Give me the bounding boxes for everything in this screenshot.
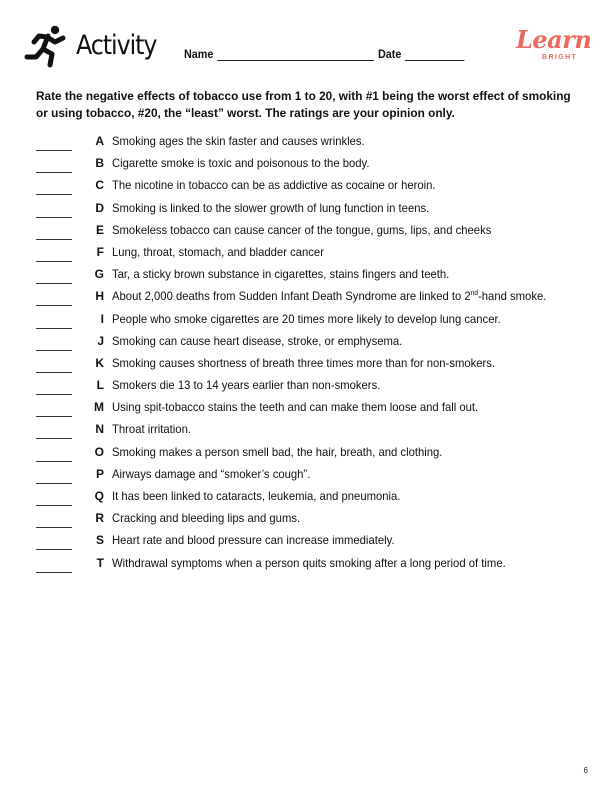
item-text: Smoking is linked to the slower growth of lung function in teens. [112,200,430,215]
list-item [0,552,612,574]
item-text: Airways damage and “smoker’s cough”. [112,466,311,481]
item-text: Withdrawal symptoms when a person quits smoking after a long period of time. [112,555,506,570]
activity-title: Activity [76,30,157,61]
list-item [0,330,612,352]
name-field[interactable] [184,47,374,61]
item-text: Smoking ages the skin faster and causes wrinkles. [112,134,365,148]
item-text: People who smoke cigarettes are 20 times more likely to develop lung cancer. [112,311,501,326]
item-letter: C [95,178,104,193]
item-letter: R [95,511,104,526]
rating-blank[interactable] [36,283,72,284]
item-letter: A [95,134,104,148]
item-text: The nicotine in tobacco can be as addictive as cocaine or heroin. [112,178,436,193]
item-text: It has been linked to cataracts, leukemia, and pneumonia. [112,489,401,503]
rating-blank[interactable] [36,172,72,173]
list-item [0,507,612,529]
page-header [0,0,612,80]
list-item [0,396,612,418]
instructions: Rate the negative effects of tobacco use from 1 to 20, with #1 being the worst effect of smoking or using tobacco, #20, the “least” worst. The ratings are your opinion only. [36,89,571,120]
rating-blank[interactable] [36,239,72,240]
learn-bright-logo [516,25,592,64]
rating-blank[interactable] [36,350,72,351]
rating-blank[interactable] [36,505,72,506]
item-letter: E [95,222,104,237]
list-item [0,374,612,396]
item-text: Smoking causes shortness of breath three times more than for non-smokers. [112,355,496,370]
item-text: Heart rate and blood pressure can increase immediately. [112,533,395,548]
item-letter: K [95,355,104,370]
item-letter: D [95,200,104,215]
item-text: Smoking can cause heart disease, stroke, or emphysema. [112,333,403,348]
logo-subtext: BRIGHT [542,54,578,61]
rating-blank[interactable] [36,194,72,195]
name-label: Name [184,47,214,61]
logo-text: Learn [516,25,592,54]
rating-blank[interactable] [36,372,72,373]
item-letter: Q [94,489,104,503]
item-text [112,289,546,303]
rating-blank[interactable] [36,461,72,462]
list-item [0,174,612,196]
item-text: Lung, throat, stomach, and bladder cancer [112,244,324,259]
rating-blank[interactable] [36,416,72,417]
list-item [0,485,612,507]
list-item [0,219,612,241]
item-text: Cracking and bleeding lips and gums. [112,511,301,526]
item-letter: S [95,533,104,548]
item-letter: O [94,444,104,459]
item-letter: M [94,400,104,415]
item-letter: F [96,244,104,259]
list-item [0,463,612,485]
list-item [0,285,612,307]
item-letter: G [94,267,104,282]
item-text: Smoking makes a person smell bad, the hair, breath, and clothing. [112,444,443,459]
list-item [0,130,612,152]
item-letter: N [95,422,104,437]
rating-blank[interactable] [36,394,72,395]
list-item [0,352,612,374]
rating-blank[interactable] [36,261,72,262]
list-item [0,263,612,285]
list-item [0,308,612,330]
rating-blank[interactable] [36,150,72,151]
item-text: Cigarette smoke is toxic and poisonous to the body. [112,156,370,171]
item-letter: P [95,466,104,481]
item-letter: H [95,289,104,304]
item-text-superscript: nd [470,290,479,298]
item-letter: I [100,311,104,326]
date-input-line[interactable] [405,50,464,61]
list-item [0,197,612,219]
item-text: Throat irritation. [112,422,191,437]
list-item [0,418,612,440]
item-letter: L [96,378,104,393]
item-text: Smokers die 13 to 14 years earlier than non-smokers. [112,378,381,393]
list-item [0,529,612,551]
item-text-part: About 2,000 deaths from Sudden Infant Death Syndrome are linked to 2 [112,289,471,304]
rating-blank[interactable] [36,305,72,306]
date-label: Date [378,47,402,61]
rating-blank[interactable] [36,549,72,550]
item-letter: B [95,156,104,171]
item-text: Smokeless tobacco can cause cancer of the tongue, gums, lips, and cheeks [112,222,492,237]
rating-list [0,130,612,574]
rating-blank[interactable] [36,217,72,218]
rating-blank[interactable] [36,328,72,329]
item-text: Using spit-tobacco stains the teeth and can make them loose and fall out. [112,400,479,415]
page-number: 6 [583,766,588,775]
rating-blank[interactable] [36,527,72,528]
item-letter: T [96,555,104,570]
rating-blank[interactable] [36,483,72,484]
list-item [0,241,612,263]
item-text: Tar, a sticky brown substance in cigarettes, stains fingers and teeth. [112,267,450,282]
rating-blank[interactable] [36,572,72,573]
item-text-part: -hand smoke. [478,289,547,304]
running-person-icon [22,24,72,68]
rating-blank[interactable] [36,438,72,439]
name-input-line[interactable] [217,50,374,61]
date-field[interactable] [378,47,464,61]
list-item [0,441,612,463]
item-letter: J [97,333,104,348]
list-item [0,152,612,174]
